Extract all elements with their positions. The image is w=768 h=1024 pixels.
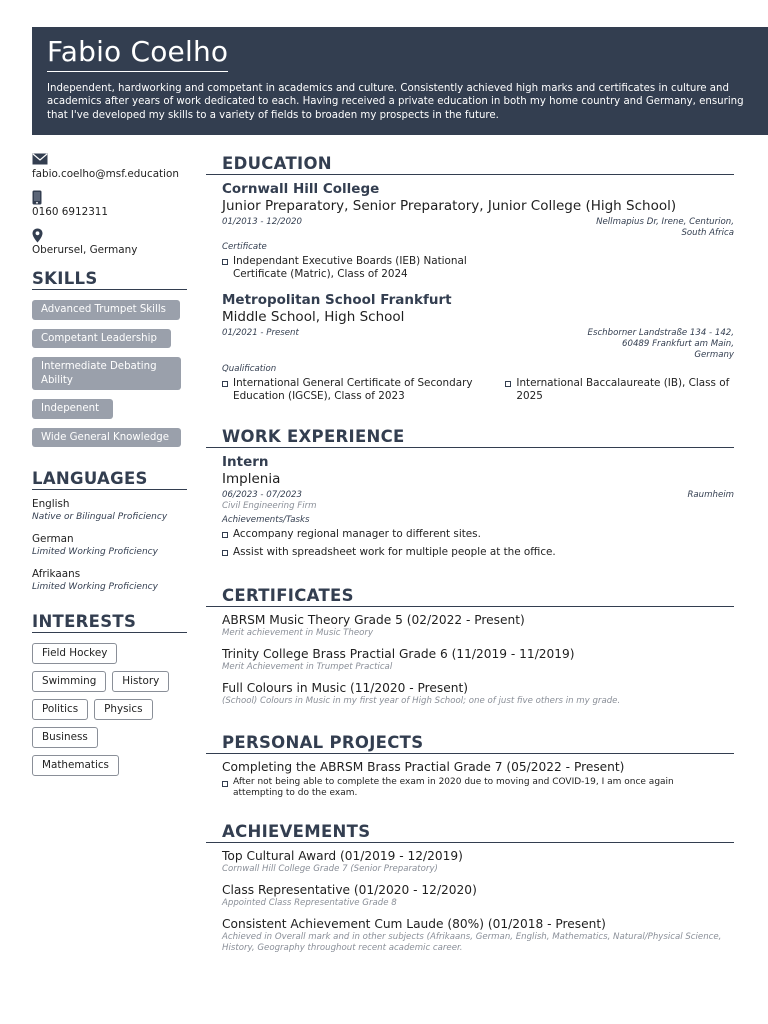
- phone-icon: [32, 188, 187, 206]
- list-item: After not being able to complete the exam in 2020 due to moving and COVID-19, I am once again attempting to do the exam.: [222, 777, 702, 800]
- interest-tag: Mathematics: [32, 755, 119, 776]
- skill-tag: Advanced Trumpet Skills: [32, 300, 180, 320]
- certificate-item: [222, 681, 734, 707]
- qualification-columns: [222, 375, 734, 404]
- language-item: [32, 498, 187, 524]
- location-text: Oberursel, Germany: [32, 244, 138, 256]
- date-range: 06/2023 - 07/2023: [222, 490, 302, 501]
- program-name: Junior Preparatory, Senior Preparatory, Junior College (High School): [222, 198, 677, 214]
- left-column: [32, 150, 187, 783]
- interests-section: [32, 612, 187, 783]
- skill-tag: Competant Leadership: [32, 329, 171, 349]
- envelope-icon: [32, 150, 187, 168]
- achievements-heading: ACHIEVEMENTS: [206, 822, 734, 843]
- languages-list: [32, 498, 187, 594]
- certificate-desc: Merit achievement in Music Theory: [222, 627, 374, 638]
- certificate-title: ABRSM Music Theory Grade 5 (02/2022 - Present): [222, 612, 525, 627]
- interest-tag: Business: [32, 727, 98, 748]
- achievement-desc: Cornwall Hill College Grade 7 (Senior Preparatory): [222, 863, 438, 874]
- interests-heading: INTERESTS: [32, 612, 187, 633]
- certificate-desc: Merit Achievement in Trumpet Practical: [222, 661, 393, 672]
- certificates-heading: CERTIFICATES: [206, 586, 734, 607]
- skill-tag: Intermediate Debating Ability: [32, 357, 181, 390]
- language-item: [32, 533, 187, 559]
- certificate-title: Trinity College Brass Practial Grade 6 (11/2019 - 11/2019): [222, 646, 575, 661]
- certificate-item: [222, 613, 734, 639]
- language-level: Native or Bilingual Proficiency: [32, 512, 168, 522]
- skills-section: [32, 269, 187, 447]
- interest-tag: Politics: [32, 699, 88, 720]
- work-entry: [206, 454, 734, 560]
- interests-list: [32, 643, 192, 783]
- achievement-item: [222, 849, 734, 875]
- language-name: German: [32, 533, 74, 545]
- contact-location: [32, 226, 187, 257]
- achievements-list: [206, 849, 734, 954]
- meta-row: [222, 490, 734, 501]
- phone-text: 0160 6912311: [32, 206, 109, 218]
- location-pin-icon: [32, 226, 187, 244]
- language-level: Limited Working Proficiency: [32, 547, 158, 557]
- certificate-list: [222, 255, 472, 282]
- interest-tag: Field Hockey: [32, 643, 117, 664]
- skill-tag: Indepenent: [32, 399, 113, 419]
- certificate-item: [222, 647, 734, 673]
- school-name: Cornwall Hill College: [222, 181, 380, 197]
- achievement-title: Top Cultural Award (01/2019 - 12/2019): [222, 848, 463, 863]
- location-text: Nellmapius Dr, Irene, Centurion, South Africa: [596, 217, 734, 238]
- achievement-title: Class Representative (01/2020 - 12/2020): [222, 882, 477, 897]
- certificates-list: [206, 613, 734, 707]
- tasks-label: Achievements/Tasks: [222, 515, 310, 526]
- location-text: Eschborner Landstraße 134 - 142, 60489 Frankfurt am Main, Germany: [587, 327, 734, 360]
- language-name: Afrikaans: [32, 568, 81, 580]
- list-item: Accompany regional manager to different sites.: [222, 528, 734, 541]
- email-text[interactable]: fabio.coelho@msf.education: [32, 168, 179, 180]
- list-item: Independant Executive Boards (IEB) National Certificate (Matric), Class of 2024: [222, 255, 472, 282]
- company-name: Implenia: [222, 471, 281, 488]
- education-entry: [206, 292, 734, 404]
- achievements-section: [206, 822, 734, 954]
- work-section: [206, 427, 734, 560]
- qualification-list: [222, 377, 505, 404]
- languages-heading: LANGUAGES: [32, 469, 187, 490]
- location-text: Raumheim: [687, 490, 734, 501]
- contact-email: [32, 150, 187, 181]
- work-heading: WORK EXPERIENCE: [206, 427, 734, 448]
- skills-list: [32, 300, 187, 447]
- education-heading: EDUCATION: [206, 154, 734, 175]
- project-details: [222, 777, 702, 800]
- job-title: Intern: [222, 454, 269, 471]
- education-entry: [206, 181, 734, 282]
- certificate-desc: (School) Colours in Music in my first year of High School; one of just five others in my grade.: [222, 695, 621, 706]
- list-item: Assist with spreadsheet work for multiple people at the office.: [222, 546, 734, 559]
- language-level: Limited Working Proficiency: [32, 582, 158, 592]
- contact-phone: [32, 188, 187, 219]
- certificate-label: Certificate: [222, 242, 267, 252]
- achievement-item: [222, 883, 734, 909]
- interest-tag: History: [112, 671, 169, 692]
- languages-section: [32, 469, 187, 594]
- project-item: [206, 760, 734, 800]
- tasks-list: [222, 528, 734, 560]
- skills-heading: SKILLS: [32, 269, 187, 290]
- qualification-list: [505, 377, 734, 404]
- interest-tag: Physics: [94, 699, 152, 720]
- achievement-item: [222, 917, 734, 954]
- profile-summary: Independent, hardworking and competant in academics and culture. Consistently achieved high marks and certificates in culture and academics after years of work dedicated to each. Having received a private education in both my home country and Germany, ensuring that I've developed my skills to a variety of fields to broaden my prospects in the future.: [47, 83, 744, 121]
- language-name: English: [32, 498, 70, 510]
- program-name: Middle School, High School: [222, 308, 405, 325]
- project-title: Completing the ABRSM Brass Practial Grade 7 (05/2022 - Present): [222, 759, 625, 774]
- date-range: 01/2013 - 12/2020: [222, 217, 302, 227]
- language-item: [32, 568, 187, 594]
- right-column: [206, 154, 734, 954]
- qualification-label: Qualification: [222, 363, 277, 374]
- resume-header: [32, 27, 768, 135]
- meta-row: [222, 217, 734, 239]
- meta-row: [222, 328, 734, 361]
- achievement-title: Consistent Achievement Cum Laude (80%) (01/2018 - Present): [222, 916, 606, 931]
- interest-tag: Swimming: [32, 671, 106, 692]
- date-range: 01/2021 - Present: [222, 327, 299, 338]
- achievement-desc: Appointed Class Representative Grade 8: [222, 897, 397, 908]
- certificates-section: [206, 586, 734, 707]
- skill-tag: Wide General Knowledge: [32, 428, 181, 448]
- school-name: Metropolitan School Frankfurt: [222, 291, 452, 308]
- certificate-title: Full Colours in Music (11/2020 - Present): [222, 680, 469, 695]
- candidate-name: Fabio Coelho: [47, 35, 228, 72]
- list-item: International General Certificate of Secondary Education (IGCSE), Class of 2023: [222, 377, 487, 404]
- projects-heading: PERSONAL PROJECTS: [206, 733, 734, 754]
- company-description: Civil Engineering Firm: [222, 501, 317, 512]
- list-item: International Baccalaureate (IB), Class of 2025: [505, 377, 734, 404]
- projects-section: [206, 733, 734, 800]
- achievement-desc: Achieved in Overall mark and in other subjects (Afrikaans, German, English, Mathematics, Natural/Physical Science, History, Geography throughout recent academic career.: [222, 931, 722, 953]
- education-section: [206, 154, 734, 403]
